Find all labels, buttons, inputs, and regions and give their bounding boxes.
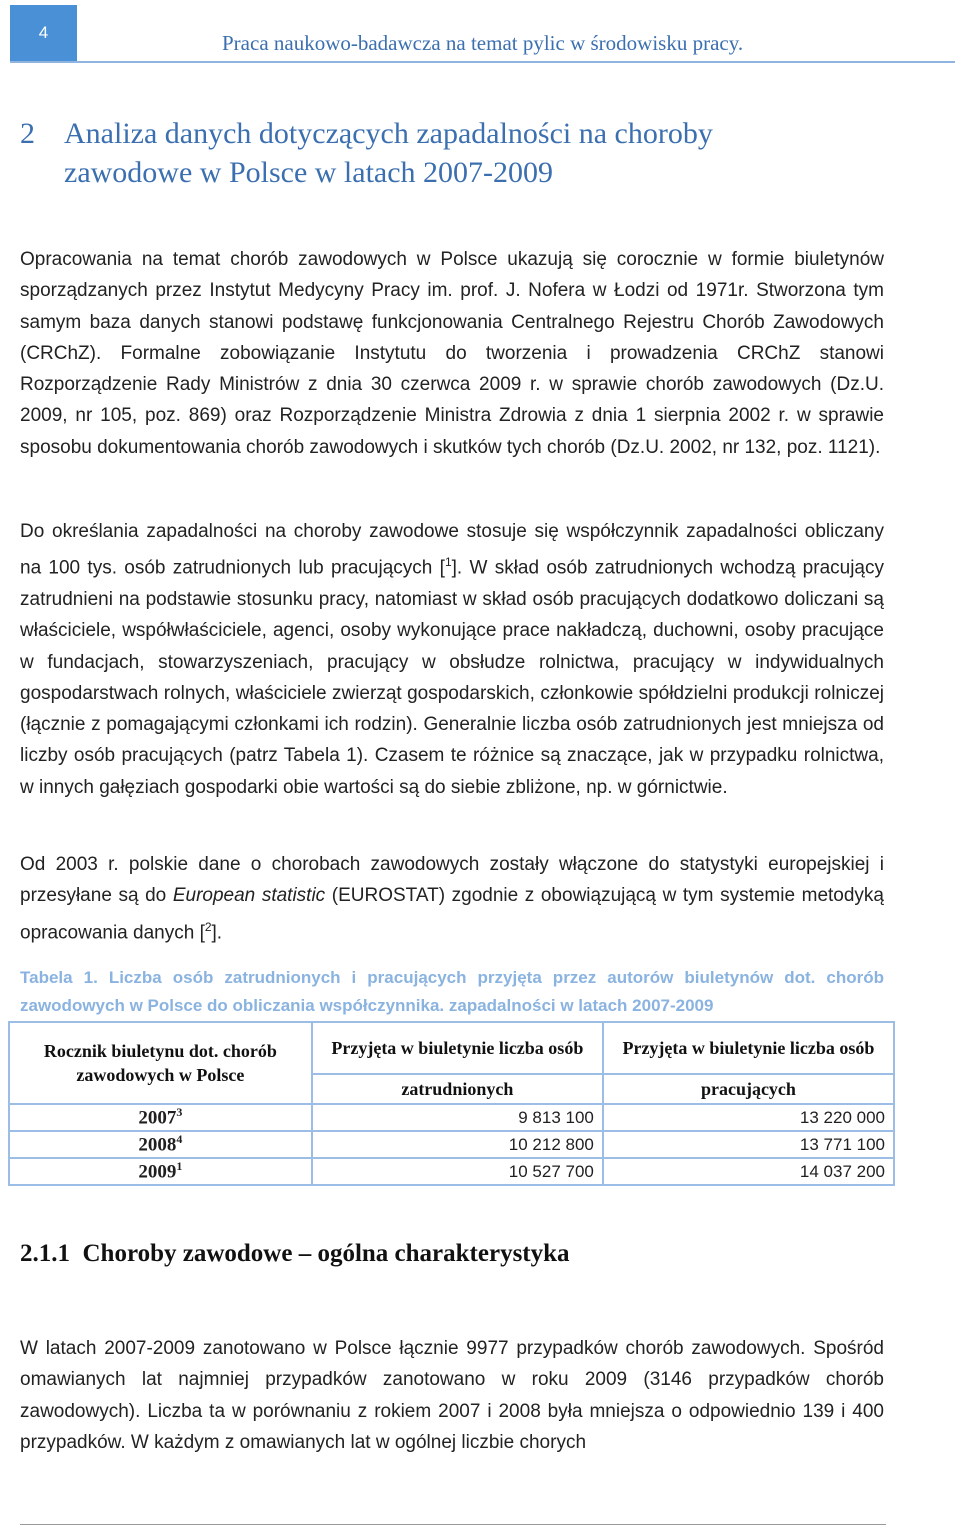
- paragraph-incidence-part2: ]. W skład osób zatrudnionych wchodzą pracujący zatrudnieni na podstawie stosunku pracy, natomiast w skład osób pracujących dodatkowo doliczani są właściciele, współwłaściciele, agenci, osoby wykonujące prace nakładczą, duchowni, osoby pracujące w fundacjach, stowarzyszeniach, pracujący w obsłudze rolnictwa, pracujący w indywidualnych gospodarstwach rolnych, właściciele zwierząt gospodarskich, członkowie spółdzielni produkcji rolniczej (łącznie z pomagającymi członkami ich rodzin). Generalnie liczba osób zatrudnionych jest mniejsza od liczby osób pracujących (patrz Tabela 1). Czasem te różnice są znaczące, jak w przypadku rolnictwa, w innych gałęziach gospodarki obie wartości są do siebie zbliżone, np. w górnictwie.: [20, 557, 885, 798]
- table-caption: Tabela 1. Liczba osób zatrudnionych i pracujących przyjęta przez autorów biuletynów dot. chorób zawodowych w Polsce do obliczania współczynnika. zapadalności w latach 2007-2009: [20, 968, 884, 1015]
- reference-1: 1: [444, 555, 452, 570]
- year-cell: 2007$^3$: [9, 1104, 312, 1131]
- section-title-line1: Analiza danych dotyczących zapadalności na choroby: [64, 117, 713, 150]
- employed-cell: 9 813 100: [312, 1104, 603, 1131]
- column-header-employed-top: Przyjęta w biuletynie liczba osób: [312, 1022, 603, 1074]
- paragraph-eurostat-part3: ].: [211, 921, 223, 943]
- section-heading: [20, 114, 884, 192]
- column-header-working-top: Przyjęta w biuletynie liczba osób: [603, 1022, 894, 1074]
- working-cell: 13 220 000: [603, 1104, 894, 1131]
- paragraph-eurostat-part1: Od 2003 r. polskie dane o chorobach zawodowych zostały włączone do statystyki europejskiej i przesyłane są do: [20, 854, 884, 907]
- employment-table: [8, 1021, 895, 1186]
- year-cell: 2009$^1$: [9, 1158, 312, 1185]
- section-title-line2: zawodowe w Polsce w latach 2007-2009: [64, 156, 554, 189]
- year-reference: 3: [176, 1105, 183, 1120]
- paragraph-eurostat: [20, 849, 884, 948]
- subsection-title: Choroby zawodowe – ogólna charakterystyka: [82, 1240, 570, 1267]
- subsection-number: 2.1.1: [20, 1240, 70, 1267]
- section-number: 2: [20, 117, 35, 150]
- footer-divider: [20, 1524, 886, 1525]
- table-row: [9, 1158, 894, 1185]
- table-row: [9, 1131, 894, 1158]
- table-row: [9, 1104, 894, 1131]
- paragraph-eurostat-italic: European statistic: [172, 885, 326, 907]
- paragraph-eurostat-part2: (EUROSTAT) zgodnie z obowiązującą w tym systemie metodyką opracowania danych [: [20, 885, 885, 943]
- paragraph-incidence: [20, 516, 884, 803]
- working-cell: 14 037 200: [603, 1158, 894, 1185]
- paragraph-intro: Opracowania na temat chorób zawodowych w Polsce ukazują się corocznie w formie biuletynów sporządzanych przez Instytut Medycyny Pracy im. prof. J. Nofera w Łodzi od 1971r. Stworzona tym samym baza danych stanowi podstawę funkcjonowania Centralnego Rejestru Chorób Zawodowych (CRChZ). Formalne zobowiązanie Instytutu do tworzenia i prowadzenia CRChZ stanowi Rozporządzenie Rady Ministrów z dnia 30 czerwca 2009 r. w sprawie chorób zawodowych (Dz.U. 2009, nr 105, poz. 869) oraz Rozporządzenie Ministra Zdrowia z dnia 1 sierpnia 2002 r. w sprawie sposobu dokumentowania chorób zawodowych i skutków tych chorób (Dz.U. 2002, nr 132, poz. 1121).: [20, 249, 884, 458]
- column-header-year: Rocznik biuletynu dot. chorób zawodowych w Polsce: [9, 1022, 312, 1104]
- year-cell: 2008$^4$: [9, 1131, 312, 1158]
- page-number: 4: [10, 5, 77, 61]
- paragraph-cases: W latach 2007-2009 zanotowano w Polsce łącznie 9977 przypadków chorób zawodowych. Spośród omawianych lat najmniej przypadków zanotowano w roku 2009 (3146 przypadków chorób zawodowych). Liczba ta w porównaniu z rokiem 2007 i 2008 była mniejsza o odpowiednio 139 i 400 przypadków. W każdym z omawianych lat w ogólnej liczbie chorych: [20, 1338, 884, 1453]
- subsection-heading: [20, 1240, 570, 1268]
- reference-2: 2: [204, 919, 212, 934]
- employed-cell: 10 212 800: [312, 1131, 603, 1158]
- column-header-working-bottom: pracujących: [603, 1074, 894, 1104]
- year-reference: 1: [176, 1159, 183, 1174]
- paragraph-incidence-part1: Do określania zapadalności na choroby zawodowe stosuje się współczynnik zapadalności obliczany na 100 tys. osób zatrudnionych lub pracujących [: [20, 521, 884, 579]
- employed-cell: 10 527 700: [312, 1158, 603, 1185]
- header-divider: [10, 61, 955, 63]
- working-cell: 13 771 100: [603, 1131, 894, 1158]
- running-header: Praca naukowo-badawcza na temat pylic w środowisku pracy.: [222, 31, 744, 55]
- column-header-employed-bottom: zatrudnionych: [312, 1074, 603, 1104]
- year-reference: 4: [176, 1132, 183, 1147]
